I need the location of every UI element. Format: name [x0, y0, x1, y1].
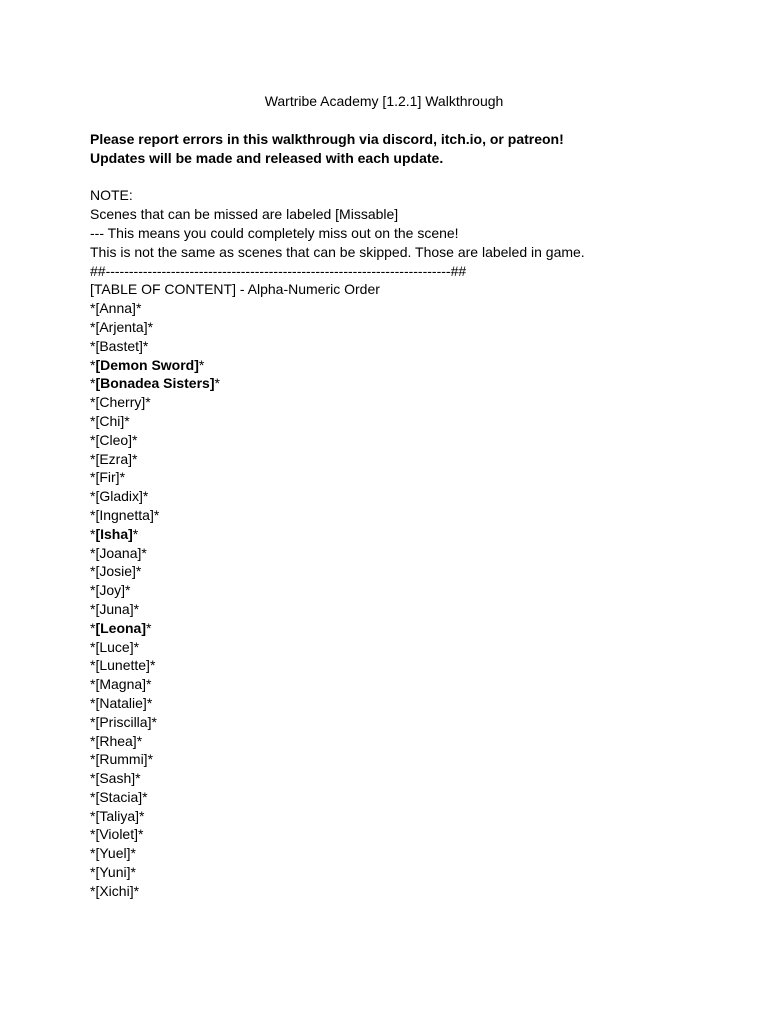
toc-entry	[90, 732, 730, 751]
toc-entry-name: [Joy]	[95, 582, 126, 599]
toc-entry-prefix: *	[90, 732, 96, 749]
toc-entry	[90, 525, 730, 544]
toc-entry-suffix: *	[133, 600, 140, 617]
toc-entry-suffix: *	[142, 337, 149, 354]
toc-entry	[90, 468, 730, 487]
toc-entry-prefix: *	[90, 582, 96, 599]
toc-entry-prefix: *	[90, 300, 96, 317]
note-heading: NOTE:	[90, 187, 133, 204]
toc-entry-name: [Cleo]	[95, 431, 133, 448]
toc-entry	[90, 431, 730, 450]
toc-entry	[90, 750, 730, 769]
toc-entry-name: [Gladix]	[95, 488, 143, 505]
toc-entry-name: [Ezra]	[95, 450, 133, 467]
note-missable-label: Scenes that can be missed are labeled [Missable]	[90, 206, 399, 223]
toc-entry-name: [Lunette]	[95, 657, 150, 674]
toc-entry-suffix: *	[146, 619, 152, 636]
toc-entry-suffix: *	[133, 638, 140, 655]
toc-entry-name: [Sash]	[95, 770, 136, 787]
toc-entry-name: [Cherry]	[95, 394, 146, 411]
toc-entry-suffix: *	[138, 826, 144, 843]
toc-entry-prefix: *	[90, 563, 96, 580]
toc-entry-suffix: *	[142, 788, 148, 805]
toc-entry	[90, 713, 730, 732]
toc-entry-suffix: *	[135, 770, 141, 787]
toc-entry-suffix: *	[147, 751, 154, 768]
toc-entry-prefix: *	[90, 882, 96, 899]
toc-entry	[90, 694, 730, 713]
toc-entry	[90, 844, 730, 863]
toc-entry	[90, 769, 730, 788]
toc-entry	[90, 807, 730, 826]
toc-entry-name: [Bonadea Sisters]	[95, 375, 215, 392]
note-skippable-explanation: This is not the same as scenes that can be skipped. Those are labeled in game.	[90, 243, 585, 260]
toc-entry	[90, 374, 730, 393]
toc-entry-suffix: *	[151, 713, 157, 730]
toc-entry-prefix: *	[90, 525, 96, 542]
toc-entry-name: [Juna]	[95, 600, 134, 617]
updates-notice: Updates will be made and released with each update.	[90, 149, 444, 166]
toc-entry-suffix: *	[130, 864, 136, 881]
toc-entry-prefix: *	[90, 826, 96, 843]
toc-entry-name: [Ingnetta]	[95, 506, 154, 523]
toc-entry-name: [Arjenta]	[95, 318, 148, 335]
toc-entry-prefix: *	[90, 788, 96, 805]
toc-entry-prefix: *	[90, 450, 96, 467]
toc-entry	[90, 562, 730, 581]
toc-entry	[90, 825, 730, 844]
toc-entry-suffix: *	[146, 676, 152, 693]
toc-entry-prefix: *	[90, 394, 96, 411]
toc-entry-suffix: *	[198, 356, 205, 373]
toc-entry-prefix: *	[90, 356, 96, 373]
toc-entry-suffix: *	[130, 845, 136, 862]
toc-entry-name: [Joana]	[95, 544, 142, 561]
toc-entry	[90, 356, 730, 375]
toc-entry-name: [Yuni]	[95, 864, 131, 881]
toc-entry-suffix: *	[119, 469, 126, 486]
document-body	[90, 130, 730, 901]
toc-entry-name: [Anna]	[95, 300, 136, 317]
table-of-contents	[90, 299, 730, 901]
toc-entry-suffix: *	[132, 431, 138, 448]
blank-line	[90, 168, 730, 187]
toc-entry	[90, 581, 730, 600]
toc-entry	[90, 638, 730, 657]
toc-entry	[90, 318, 730, 337]
toc-entry	[90, 299, 730, 318]
toc-entry-suffix: *	[149, 657, 156, 674]
toc-entry-name: [Fir]	[95, 469, 120, 486]
toc-entry-suffix: *	[124, 412, 130, 429]
toc-entry-prefix: *	[90, 676, 96, 693]
document-title: Wartribe Academy [1.2.1] Walkthrough	[264, 93, 504, 109]
toc-entry-prefix: *	[90, 431, 96, 448]
toc-entry-name: [Demon Sword]	[95, 356, 199, 373]
toc-entry-suffix: *	[142, 488, 149, 505]
toc-entry	[90, 337, 730, 356]
toc-entry-prefix: *	[90, 694, 96, 711]
toc-entry	[90, 675, 730, 694]
toc-entry-suffix: *	[135, 563, 142, 580]
toc-entry-prefix: *	[90, 807, 96, 824]
toc-entry-prefix: *	[90, 751, 96, 768]
toc-entry	[90, 656, 730, 675]
toc-entry-suffix: *	[141, 544, 147, 561]
toc-entry-suffix: *	[146, 694, 153, 711]
toc-entry-name: [Luce]	[95, 638, 134, 655]
toc-entry-prefix: *	[90, 713, 96, 730]
toc-entry-prefix: *	[90, 770, 96, 787]
toc-entry-prefix: *	[90, 488, 96, 505]
toc-entry-prefix: *	[90, 337, 96, 354]
toc-entry-suffix: *	[125, 582, 131, 599]
toc-entry-name: [Natalie]	[95, 694, 147, 711]
toc-entry-name: [Violet]	[95, 826, 138, 843]
toc-entry	[90, 450, 730, 469]
toc-entry	[90, 619, 730, 638]
toc-entry-prefix: *	[90, 412, 96, 429]
toc-entry-prefix: *	[90, 506, 96, 523]
toc-entry-name: [Yuel]	[95, 845, 131, 862]
toc-entry-name: [Xichi]	[95, 882, 134, 899]
toc-entry	[90, 487, 730, 506]
toc-entry-prefix: *	[90, 845, 96, 862]
toc-entry-prefix: *	[90, 864, 96, 881]
toc-entry-prefix: *	[90, 469, 96, 486]
toc-entry-suffix: *	[153, 506, 160, 523]
note-missable-explanation: --- This means you could completely miss out on the scene!	[90, 224, 459, 241]
toc-entry	[90, 788, 730, 807]
toc-entry-prefix: *	[90, 544, 96, 561]
toc-entry-prefix: *	[90, 657, 96, 674]
toc-entry	[90, 393, 730, 412]
toc-entry-suffix: *	[145, 394, 151, 411]
toc-entry-suffix: *	[132, 525, 139, 542]
toc-entry-suffix: *	[147, 318, 154, 335]
toc-entry-name: [Isha]	[95, 525, 133, 542]
toc-entry-suffix: *	[136, 732, 143, 749]
toc-entry-name: [Bastet]	[95, 337, 143, 354]
toc-entry-name: [Taliya]	[95, 807, 140, 824]
toc-entry	[90, 412, 730, 431]
toc-entry	[90, 882, 730, 901]
toc-entry	[90, 544, 730, 563]
toc-entry	[90, 863, 730, 882]
toc-entry-prefix: *	[90, 600, 96, 617]
toc-entry	[90, 600, 730, 619]
report-errors-notice: Please report errors in this walkthrough via discord, itch.io, or patreon!	[90, 131, 564, 147]
toc-entry-prefix: *	[90, 619, 96, 636]
toc-entry-suffix: *	[133, 882, 140, 899]
toc-entry-suffix: *	[139, 807, 145, 824]
toc-entry-prefix: *	[90, 638, 96, 655]
toc-entry-name: [Rhea]	[95, 732, 137, 749]
toc-entry-suffix: *	[132, 450, 138, 467]
toc-entry-name: [Chi]	[95, 412, 125, 429]
toc-entry-prefix: *	[90, 375, 96, 392]
toc-entry-name: [Leona]	[95, 619, 147, 636]
toc-entry	[90, 506, 730, 525]
toc-entry-name: [Rummi]	[95, 751, 148, 768]
toc-entry-suffix: *	[135, 300, 142, 317]
section-divider: ##--------------------------------------------------------------------------##	[90, 262, 467, 279]
toc-entry-name: [Stacia]	[95, 788, 143, 805]
toc-entry-prefix: *	[90, 318, 96, 335]
toc-entry-suffix: *	[214, 375, 220, 392]
toc-entry-name: [Priscilla]	[95, 713, 152, 730]
toc-entry-name: [Magna]	[95, 676, 147, 693]
toc-entry-name: [Josie]	[95, 563, 136, 580]
toc-heading: [TABLE OF CONTENT] - Alpha-Numeric Order	[90, 281, 380, 298]
